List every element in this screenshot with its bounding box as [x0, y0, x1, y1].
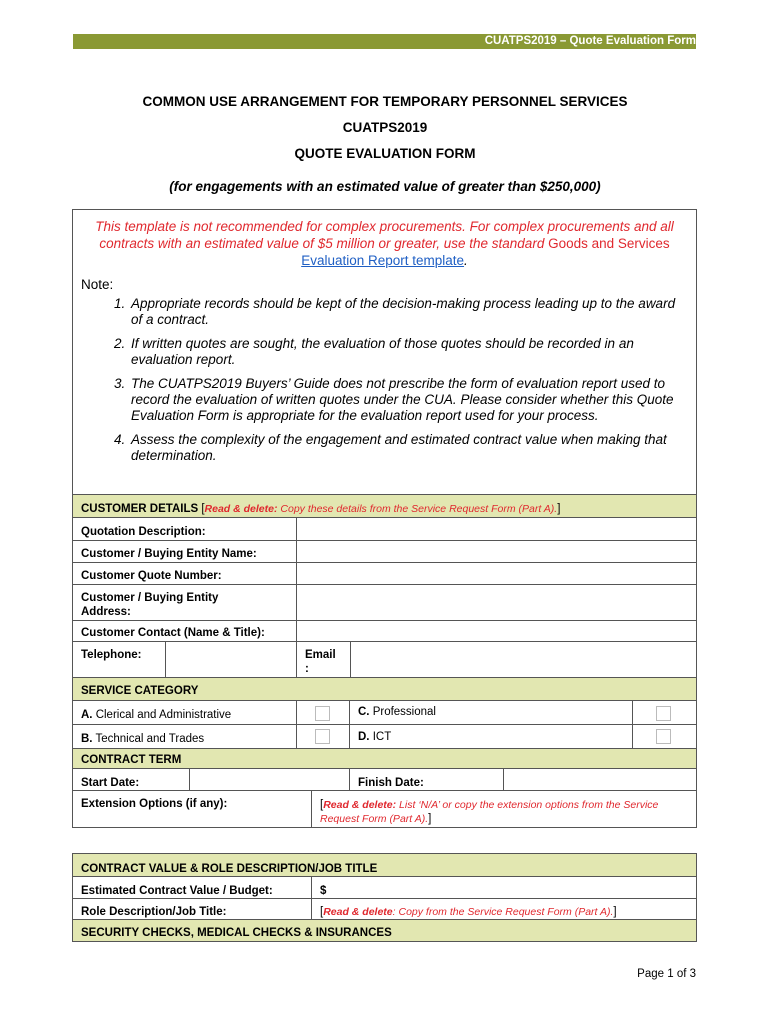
address-field[interactable] — [296, 584, 697, 621]
rd-label: Read & delete: — [323, 799, 397, 811]
checkbox-cell — [296, 724, 350, 749]
security-checks-header: SECURITY CHECKS, MEDICAL CHECKS & INSURANCES — [72, 919, 697, 942]
rd-label: Read & delete — [323, 906, 393, 918]
budget-field[interactable]: $ — [311, 876, 697, 899]
rd-text: Copy these details from the Service Request Form (Part A). — [277, 503, 558, 515]
note-item: 3. The CUATPS2019 Buyers’ Guide does not prescribe the form of evaluation report used to record the evaluation of written quotes under the CUA. Please consider whether this Quote Evaluation Form is appropriate for the evaluation report used for your process. — [129, 376, 686, 424]
label: Role Description/Job Title: — [72, 898, 312, 920]
key: C. — [358, 706, 370, 718]
key: A. — [81, 709, 93, 721]
text: ICT — [369, 731, 392, 743]
label — [72, 700, 297, 725]
note-label: Note: — [81, 277, 114, 292]
label — [72, 724, 297, 749]
intro-box — [72, 209, 697, 496]
note-item: 2. If written quotes are sought, the evaluation of those quotes should be recorded in an evaluation report. — [129, 336, 686, 368]
quote-number-field[interactable] — [296, 562, 697, 585]
main-title: COMMON USE ARRANGEMENT FOR TEMPORARY PERSONNEL SERVICES — [142, 94, 628, 109]
clerical-checkbox[interactable] — [315, 706, 330, 721]
role-field[interactable]: [Read & delete: Copy from the Service Request Form (Part A).] — [311, 898, 697, 920]
extension-options-field[interactable]: [Read & delete: List ‘N/A’ or copy the extension options from the Service Request Form (Part A).] — [311, 790, 697, 828]
checkbox-cell — [296, 700, 350, 725]
text: Professional — [369, 706, 436, 718]
checkbox-cell — [632, 700, 697, 725]
customer-name-field[interactable] — [296, 540, 697, 563]
note-item: 1. Appropriate records should be kept of the decision-making process leading up to the award of a contract. — [129, 296, 686, 328]
subtitle: (for engagements with an estimated value of greater than $250,000) — [169, 179, 601, 194]
text: Clerical and Administrative — [92, 709, 232, 721]
label: Email : — [296, 641, 351, 678]
finish-date-field[interactable] — [503, 768, 697, 791]
label: Customer Quote Number: — [72, 562, 297, 585]
label: Telephone: — [72, 641, 166, 678]
label: Customer / Buying Entity Address: — [72, 584, 297, 621]
ict-checkbox[interactable] — [656, 729, 671, 744]
contract-term-header: CONTRACT TERM — [72, 748, 697, 769]
header-bar: CUATPS2019 – Quote Evaluation Form — [73, 34, 696, 49]
code-title: CUATPS2019 — [342, 120, 428, 135]
label — [349, 724, 633, 749]
key: D. — [358, 731, 370, 743]
label: Quotation Description: — [72, 517, 297, 541]
contract-value-header: CONTRACT VALUE & ROLE DESCRIPTION/JOB TITLE — [72, 853, 697, 877]
rd-text: : Copy from the Service Request Form (Part A). — [392, 906, 614, 918]
warning: This template is not recommended for complex procurements. For complex procurements and all contracts with an estimated value of $5 million or greater, use the standard — [95, 219, 674, 251]
warning-tail: Goods and Services — [548, 236, 670, 251]
contact-field[interactable] — [296, 620, 697, 642]
label: Extension Options (if any): — [72, 790, 312, 828]
label: Estimated Contract Value / Budget: — [72, 876, 312, 899]
customer-details-header: CUSTOMER DETAILS [Read & delete: Copy these details from the Service Request Form (Part A).] — [72, 494, 697, 518]
label: Customer / Buying Entity Name: — [72, 540, 297, 563]
label: Start Date: — [72, 768, 190, 791]
label: Finish Date: — [349, 768, 504, 791]
heading: CUSTOMER DETAILS — [81, 503, 199, 515]
service-category-header: SERVICE CATEGORY — [72, 677, 697, 701]
professional-checkbox[interactable] — [656, 706, 671, 721]
checkbox-cell — [632, 724, 697, 749]
evaluation-report-link[interactable]: Evaluation Report template — [301, 253, 465, 268]
quotation-description-field[interactable] — [296, 517, 697, 541]
warning-text: This template is not recommended for complex procurements. For complex procurements and all contracts with an estimated value of $5 million or greater, use the standard Goods and Services Evaluation Report template. — [95, 219, 674, 268]
notes-list — [73, 296, 686, 464]
note-item: 4. Assess the complexity of the engagement and estimated contract value when making that determination. — [129, 432, 686, 464]
email-field[interactable] — [350, 641, 697, 678]
start-date-field[interactable] — [189, 768, 350, 791]
rd-label: Read & delete: — [204, 503, 278, 515]
label: Customer Contact (Name & Title): — [72, 620, 297, 642]
rd-text: List ‘N/A’ or copy the extension options from the Service Request Form (Part A). — [320, 799, 659, 825]
technical-checkbox[interactable] — [315, 729, 330, 744]
telephone-field[interactable] — [165, 641, 297, 678]
key: B. — [81, 733, 93, 745]
text: Technical and Trades — [92, 733, 205, 745]
page-number: Page 1 of 3 — [637, 968, 696, 980]
form-title: QUOTE EVALUATION FORM — [294, 146, 476, 161]
label — [349, 700, 633, 725]
